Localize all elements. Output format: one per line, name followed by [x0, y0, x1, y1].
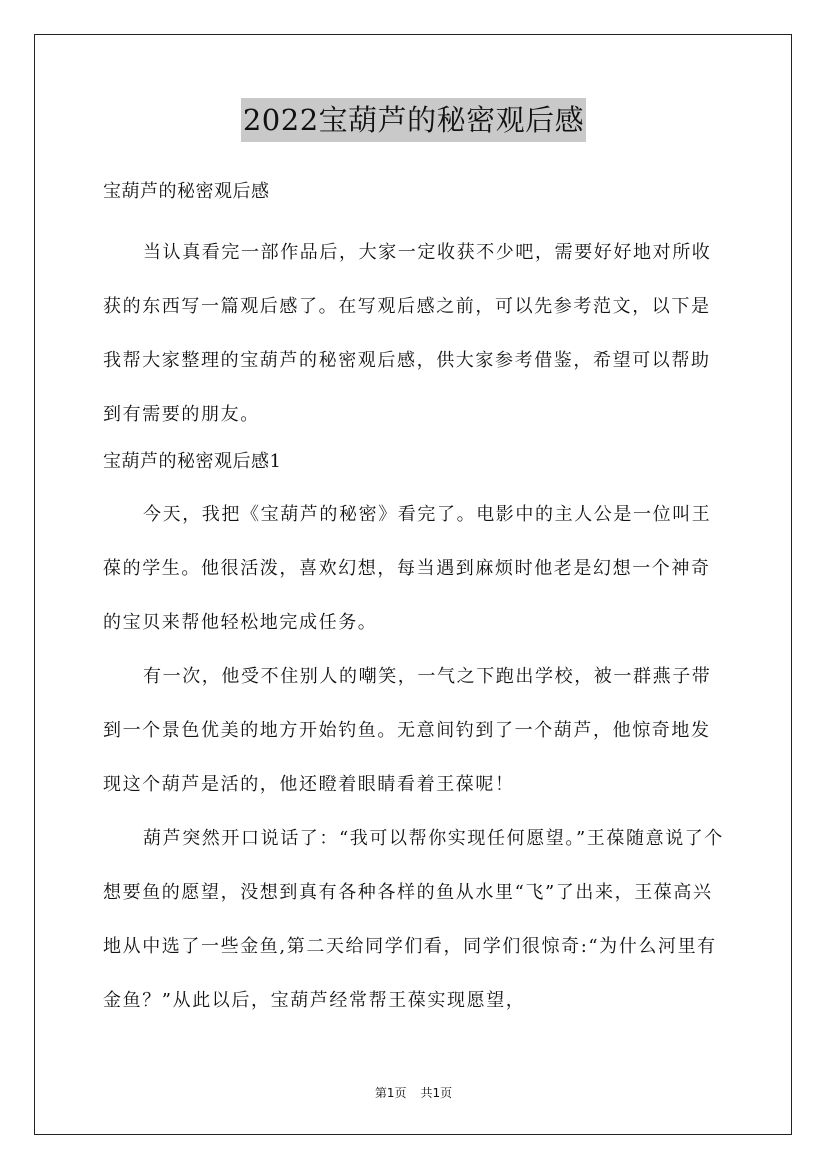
title-container — [0, 98, 827, 142]
body-paragraph-3: 葫芦突然开口说话了：“我可以帮你实现任何愿望。”王葆随意说了个想要鱼的愿望，没想到真有各种各样的鱼从水里“飞”了出来，王葆高兴地从中选了一些金鱼,第二天给同学们看，同学们很惊奇:“为什么河里有金鱼？”从此以后，宝葫芦经常帮王葆实现愿望， — [103, 828, 725, 1011]
intro-paragraph: 当认真看完一部作品后，大家一定收获不少吧，需要好好地对所收获的东西写一篇观后感了。在写观后感之前，可以先参考范文，以下是我帮大家整理的宝葫芦的秘密观后感，供大家参考借鉴，希望可以帮助到有需要的朋友。 — [103, 242, 712, 425]
document-title: 2022宝葫芦的秘密观后感 — [241, 98, 586, 142]
page-total: 共1页 — [420, 1086, 453, 1100]
document-subtitle: 宝葫芦的秘密观后感 — [103, 181, 270, 202]
body-paragraph-1: 今天，我把《宝葫芦的秘密》看完了。电影中的主人公是一位叫王葆的学生。他很活泼，喜欢幻想，每当遇到麻烦时他老是幻想一个神奇的宝贝来帮他轻松地完成任务。 — [103, 504, 712, 633]
page-number: 第1页 — [374, 1086, 407, 1100]
document-body — [103, 172, 727, 1028]
section-heading: 宝葫芦的秘密观后感1 — [103, 451, 282, 472]
body-paragraph-2: 有一次，他受不住别人的嘲笑，一气之下跑出学校，被一群燕子带到一个景色优美的地方开始钓鱼。无意间钓到了一个葫芦，他惊奇地发现这个葫芦是活的，他还瞪着眼睛看着王葆呢！ — [103, 666, 712, 795]
page-footer — [0, 1084, 827, 1101]
